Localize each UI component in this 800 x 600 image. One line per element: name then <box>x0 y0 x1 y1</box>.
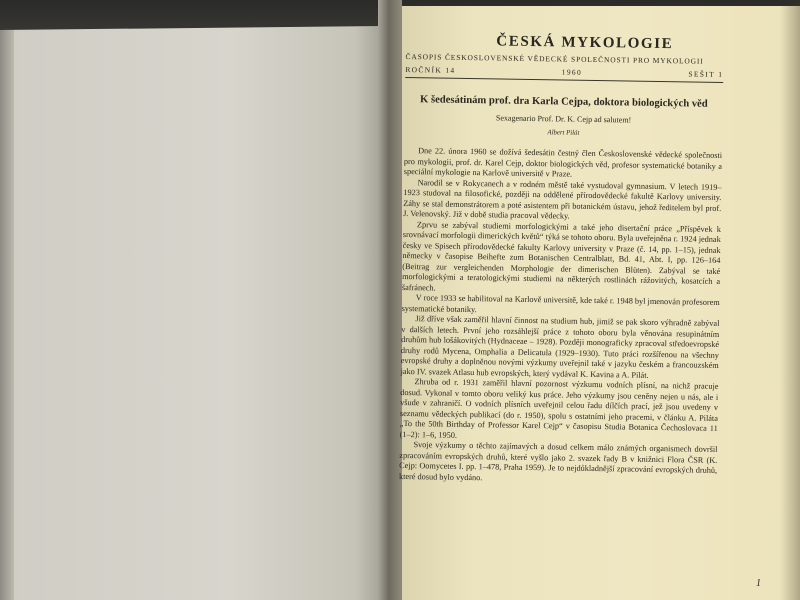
paragraph: Zprvu se zabýval studiemi morfologickými a také jeho disertační práce „Příspěvek k srovnávací morfologii dimerických květů“ týká se tohoto oboru. Byla uveřejněna r. 1924 jednak česky ve Spisech přírodovědecké fakulty Karlovy university v Praze (č. 14, pp. 1–15), jednak německy v časopise Beihefte zum Botanischen Centralblatt, Bd. 41, Abt. I, pp. 126–164 (Beitrag zur vergleichenden Morphologie der dimerischen Blüten). Zabýval se také morfologickými a teratologickými studiemi na některých rostlinách rážovitých, kosatcích a šafránech. <box>401 219 721 292</box>
paragraph: Dne 22. února 1960 se dožívá šedesátin čestný člen Československé vědecké společnosti pro mykologii, prof. dr. Karel Cejp, doktor biologických věd, profesor systematické botaniky a speciální mykologie na Karlově universitě v Praze. <box>403 146 723 179</box>
article-title: K šedesátinám prof. dra Karla Cejpa, doktora biologických věd <box>420 94 708 110</box>
volume-row <box>405 65 723 83</box>
volume-label: ROČNÍK 14 <box>405 64 456 75</box>
issue-label: SEŠIT 1 <box>688 69 724 79</box>
year-label: 1960 <box>561 67 583 77</box>
article-latin-subtitle: Sexagenario Prof. Dr. K. Cejp ad salutem! <box>495 113 632 125</box>
left-page-edge <box>0 30 14 600</box>
book-gutter <box>378 0 402 600</box>
left-blank-page <box>0 26 386 600</box>
page-content <box>399 30 724 487</box>
article-author: Albert Pilát <box>547 129 580 137</box>
journal-title: ČESKÁ MYKOLOGIE <box>496 33 674 53</box>
paragraph: V roce 1933 se habilitoval na Karlově universitě, kde také r. 1948 byl jmenován profesorem systematické botaniky. <box>401 293 720 314</box>
journal-subtitle: ČASOPIS ČESKOSLOVENSKÉ VĚDECKÉ SPOLEČNOSTI PRO MYKOLOGII <box>405 51 704 66</box>
paragraph: Již dříve však zaměřil hlavní činnost na studium hub, jimiž se pak skoro výhradně zabýval v dalších letech. První jeho rozsáhlejší práce z tohoto oboru byla věnována resupinátním druhům hub lošákovitých (Hydnaceae – 1928). Později monograficky zpracoval středoevropské druhy rodů Mycena, Omphalia a Delicatula (1929–1930). Tuto práci rozšířenou na všechny evropské druhy a doplněnou novými výzkumy uveřejnil také v jazyku českém a francouzském jako IV. svazek Atlasu hub evropských, který vydával K. Kavina a A. Pilát. <box>400 314 720 380</box>
paragraph: Svoje výzkumy o těchto zajímavých a dosud celkem málo známých organismech dovršil zpracováním evropských druhů, které vyšlo jako 2. svazek řady B v knižnici Flora ČSR (K. Cejp: Oomycetes I. pp. 1–478, Praha 1959). Je to nejdůkladnější zpracování evropských druhů, které dosud bylo vydáno. <box>398 440 718 482</box>
page-number: 1 <box>756 578 761 589</box>
paragraph: Zhruba od r. 1931 zaměřil hlavní pozornost výzkumu vodních plísní, na nichž pracuje dosud. Vykonal v tomto oboru veliký kus práce. Jeho výzkumy jsou ceněny nejen u nás, ale i všude v zahraničí. O vodních plísních uveřejnil celou řadu dílčích prací, jež jsou uvedeny v seznamu vědeckých publikací (do r. 1950), spolu s ostatními jeho pracemi, v článku A. Piláta „To the 50th Birthday of Professor Karel Cejp“ v časopisu Studia Botanica Čechoslovaca 11 (1–2): 1–6, 1950. <box>399 377 719 440</box>
right-page-shadow <box>780 0 800 600</box>
article-body <box>399 146 722 487</box>
paragraph: Narodil se v Rokycanech a v rodném městě také vystudoval gymnasium. V letech 1919–1923 studoval na filosofické, později na oddělené přírodovědecké fakultě Karlovy university. Záhy se stal demonstrátorem a poté asistentem při botanickém ústavu, jehož ředitelem byl prof. J. Velenovský. Již v době studia pracoval vědecky. <box>403 177 722 221</box>
